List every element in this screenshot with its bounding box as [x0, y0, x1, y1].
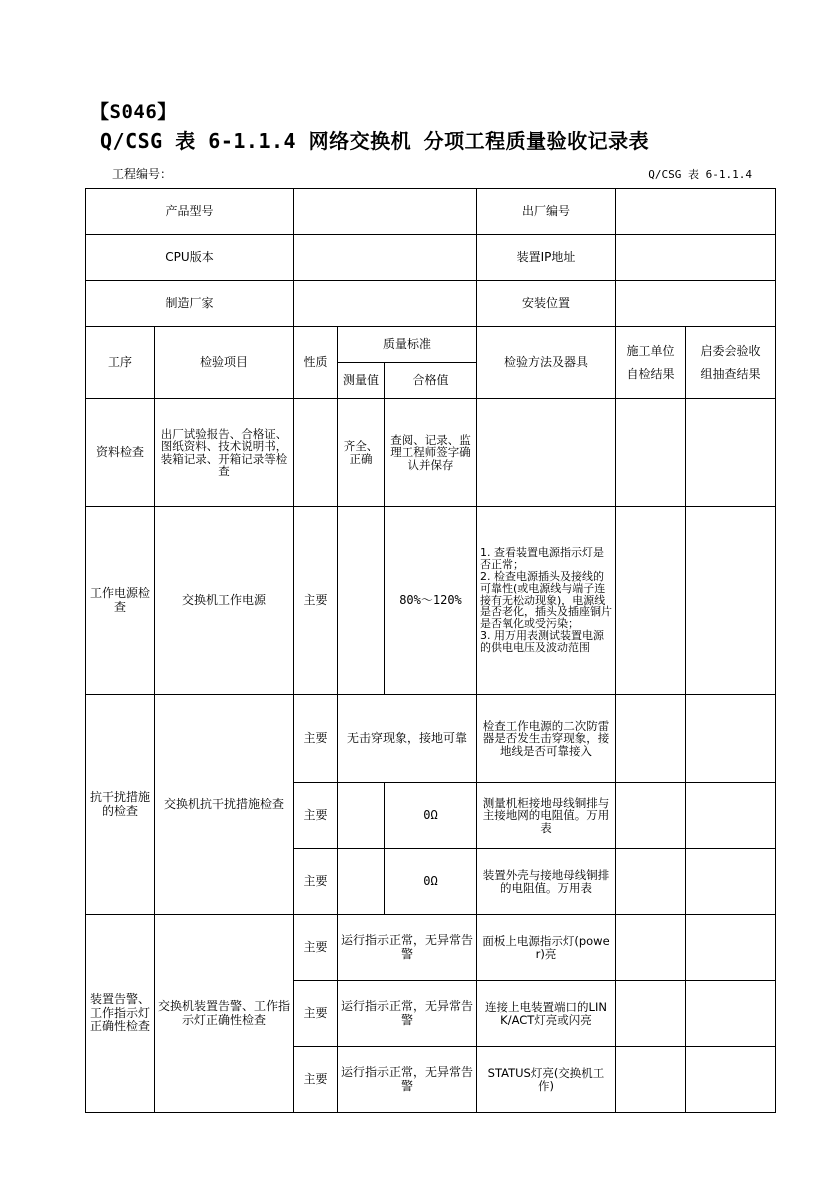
qualified-anti-2: 0Ω	[385, 783, 477, 849]
method-anti-1: 检查工作电源的二次防雷器是否发生击穿现象，接地线是否可靠接入	[477, 695, 616, 783]
cpu-version-value[interactable]	[294, 235, 477, 281]
committee-result-anti-3[interactable]	[686, 849, 776, 915]
standard-anti-1: 无击穿现象，接地可靠	[338, 695, 477, 783]
col-measured: 测量值	[338, 363, 385, 399]
standard-alarm-2: 运行指示正常，无异常告警	[338, 981, 477, 1047]
nature-docs	[294, 399, 338, 507]
process-power: 工作电源检查	[86, 507, 155, 695]
standard-alarm-1: 运行指示正常，无异常告警	[338, 915, 477, 981]
col-committee-result: 启委会验收 组抽查结果	[686, 327, 776, 399]
col-nature: 性质	[294, 327, 338, 399]
page-title: Q/CSG 表 6-1.1.4 网络交换机 分项工程质量验收记录表	[100, 129, 650, 153]
factory-number-value[interactable]	[616, 189, 776, 235]
process-alarm: 装置告警、工作指示灯正确性检查	[86, 915, 155, 1113]
manufacturer-label: 制造厂家	[86, 281, 294, 327]
nature-power: 主要	[294, 507, 338, 695]
product-model-value[interactable]	[294, 189, 477, 235]
qualified-docs: 查阅、记录、监理工程师签字确认并保存	[385, 399, 477, 507]
nature-alarm-1: 主要	[294, 915, 338, 981]
method-docs	[477, 399, 616, 507]
method-power: 1. 查看装置电源指示灯是否正常； 2. 检查电源插头及接线的可靠性(或电源线与端子连接有无松动现象)，电源线是否老化，插头及插座铜片是否氧化或受污染； 3. 用万用表测试装置电源的供电电压及波动范围	[477, 507, 616, 695]
item-alarm: 交换机装置告警、工作指示灯正确性检查	[155, 915, 294, 1113]
method-alarm-3: STATUS灯亮(交换机工作)	[477, 1047, 616, 1113]
construction-result-alarm-2[interactable]	[616, 981, 686, 1047]
construction-result-anti-2[interactable]	[616, 783, 686, 849]
committee-result-alarm-1[interactable]	[686, 915, 776, 981]
col-quality-standard: 质量标准	[338, 327, 477, 363]
project-number-label: 工程编号：	[112, 167, 173, 181]
method-anti-2: 测量机柜接地母线铜排与主接地网的电阻值。万用表	[477, 783, 616, 849]
construction-result-power[interactable]	[616, 507, 686, 695]
col-method: 检验方法及器具	[477, 327, 616, 399]
nature-anti-2: 主要	[294, 783, 338, 849]
col-construction-result: 施工单位 自检结果	[616, 327, 686, 399]
qualified-anti-3: 0Ω	[385, 849, 477, 915]
qualified-power: 80%～120%	[385, 507, 477, 695]
method-alarm-2: 连接上电装置端口的LINK/ACT灯亮或闪亮	[477, 981, 616, 1047]
construction-result-anti-1[interactable]	[616, 695, 686, 783]
committee-result-anti-2[interactable]	[686, 783, 776, 849]
method-anti-3: 装置外壳与接地母线铜排的电阻值。万用表	[477, 849, 616, 915]
construction-result-docs[interactable]	[616, 399, 686, 507]
measured-power[interactable]	[338, 507, 385, 695]
factory-number-label: 出厂编号	[477, 189, 616, 235]
committee-result-alarm-2[interactable]	[686, 981, 776, 1047]
item-anti-interference: 交换机抗干扰措施检查	[155, 695, 294, 915]
construction-result-alarm-1[interactable]	[616, 915, 686, 981]
measured-anti-3[interactable]	[338, 849, 385, 915]
committee-result-power[interactable]	[686, 507, 776, 695]
device-ip-value[interactable]	[616, 235, 776, 281]
form-code: 【S046】	[90, 101, 177, 123]
device-ip-label: 装置IP地址	[477, 235, 616, 281]
item-power: 交换机工作电源	[155, 507, 294, 695]
cpu-version-label: CPU版本	[86, 235, 294, 281]
manufacturer-value[interactable]	[294, 281, 477, 327]
committee-result-docs[interactable]	[686, 399, 776, 507]
item-docs: 出厂试验报告、合格证、图纸资料、技术说明书，装箱记录、开箱记录等检查	[155, 399, 294, 507]
measured-anti-2[interactable]	[338, 783, 385, 849]
standard-alarm-3: 运行指示正常，无异常告警	[338, 1047, 477, 1113]
nature-anti-1: 主要	[294, 695, 338, 783]
committee-result-alarm-3[interactable]	[686, 1047, 776, 1113]
col-item: 检验项目	[155, 327, 294, 399]
col-process: 工序	[86, 327, 155, 399]
install-location-label: 安装位置	[477, 281, 616, 327]
col-qualified: 合格值	[385, 363, 477, 399]
construction-result-alarm-3[interactable]	[616, 1047, 686, 1113]
nature-alarm-3: 主要	[294, 1047, 338, 1113]
form-reference: Q/CSG 表 6-1.1.4	[648, 168, 752, 181]
install-location-value[interactable]	[616, 281, 776, 327]
process-anti-interference: 抗干扰措施的检查	[86, 695, 155, 915]
nature-anti-3: 主要	[294, 849, 338, 915]
nature-alarm-2: 主要	[294, 981, 338, 1047]
committee-result-anti-1[interactable]	[686, 695, 776, 783]
construction-result-anti-3[interactable]	[616, 849, 686, 915]
acceptance-table	[85, 188, 776, 1113]
product-model-label: 产品型号	[86, 189, 294, 235]
measured-docs: 齐全、正确	[338, 399, 385, 507]
process-docs: 资料检查	[86, 399, 155, 507]
method-alarm-1: 面板上电源指示灯(power)亮	[477, 915, 616, 981]
